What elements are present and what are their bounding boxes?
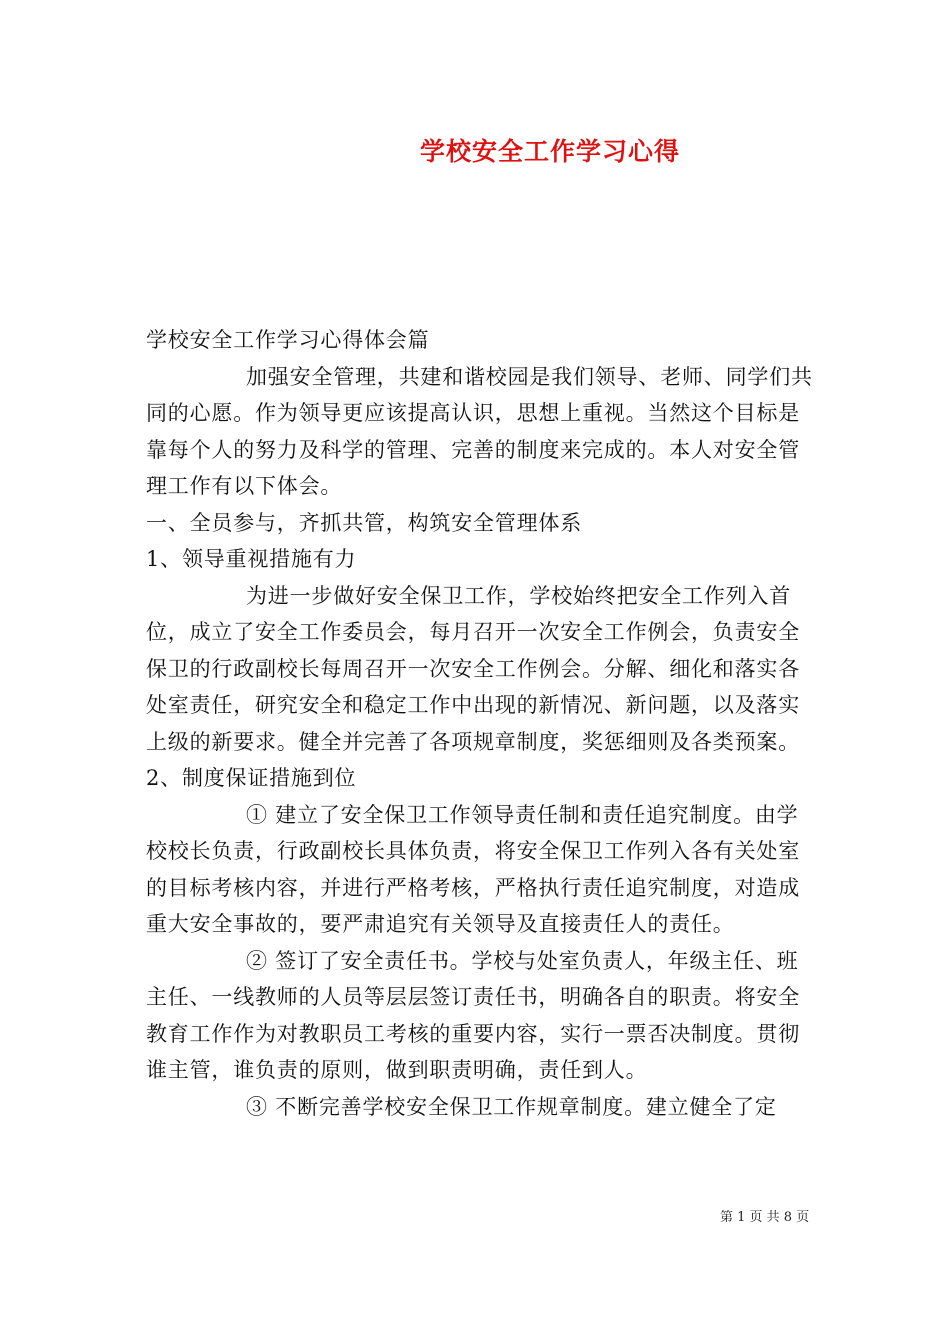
subsection-heading-2: 2、制度保证措施到位	[146, 766, 357, 790]
paragraph-item-2: ② 签订了安全责任书。学校与处室负责人，年级主任、班主任、一线教师的人员等层层签订责任书，明确各自的职责。将安全教育工作作为对教职员工考核的重要内容，实行一票否决制度。贯彻谁主管，谁负责的原则，做到职责明确，责任到人。	[146, 948, 800, 1082]
paragraph-item-3: ③ 不断完善学校安全保卫工作规章制度。建立健全了定	[246, 1094, 777, 1119]
subsection-heading-1: 1、领导重视措施有力	[146, 547, 357, 571]
paragraph-intro: 加强安全管理，共建和谐校园是我们领导、老师、同学们共同的心愿。作为领导更应该提高认识，思想上重视。当然这个目标是靠每个人的努力及科学的管理、完善的制度来完成的。本人对安全管理工作有以下体会。	[146, 364, 813, 498]
page-number: 第 1 页 共 8 页	[720, 1210, 810, 1225]
section-heading-1: 一、全员参与，齐抓共管，构筑安全管理体系	[146, 510, 582, 535]
document-title: 学校安全工作学习心得	[419, 137, 680, 166]
paragraph-leadership: 为进一步做好安全保卫工作，学校始终把安全工作列入首位，成立了安全工作委员会，每月召开一次安全工作例会，负责安全保卫的行政副校长每周召开一次安全工作例会。分解、细化和落实各处室责任，研究安全和稳定工作中出现的新情况、新问题，以及落实上级的新要求。健全并完善了各项规章制度，奖惩细则及各类预案。	[146, 583, 800, 754]
paragraph-item-1: ① 建立了安全保卫工作领导责任制和责任追究制度。由学校校长负责，行政副校长具体负责，将安全保卫工作列入各有关处室的目标考核内容，并进行严格考核，严格执行责任追究制度，对造成重大安全事故的，要严肃追究有关领导及直接责任人的责任。	[146, 802, 800, 936]
document-body	[146, 322, 814, 1125]
document-subtitle: 学校安全工作学习心得体会篇	[146, 328, 430, 352]
